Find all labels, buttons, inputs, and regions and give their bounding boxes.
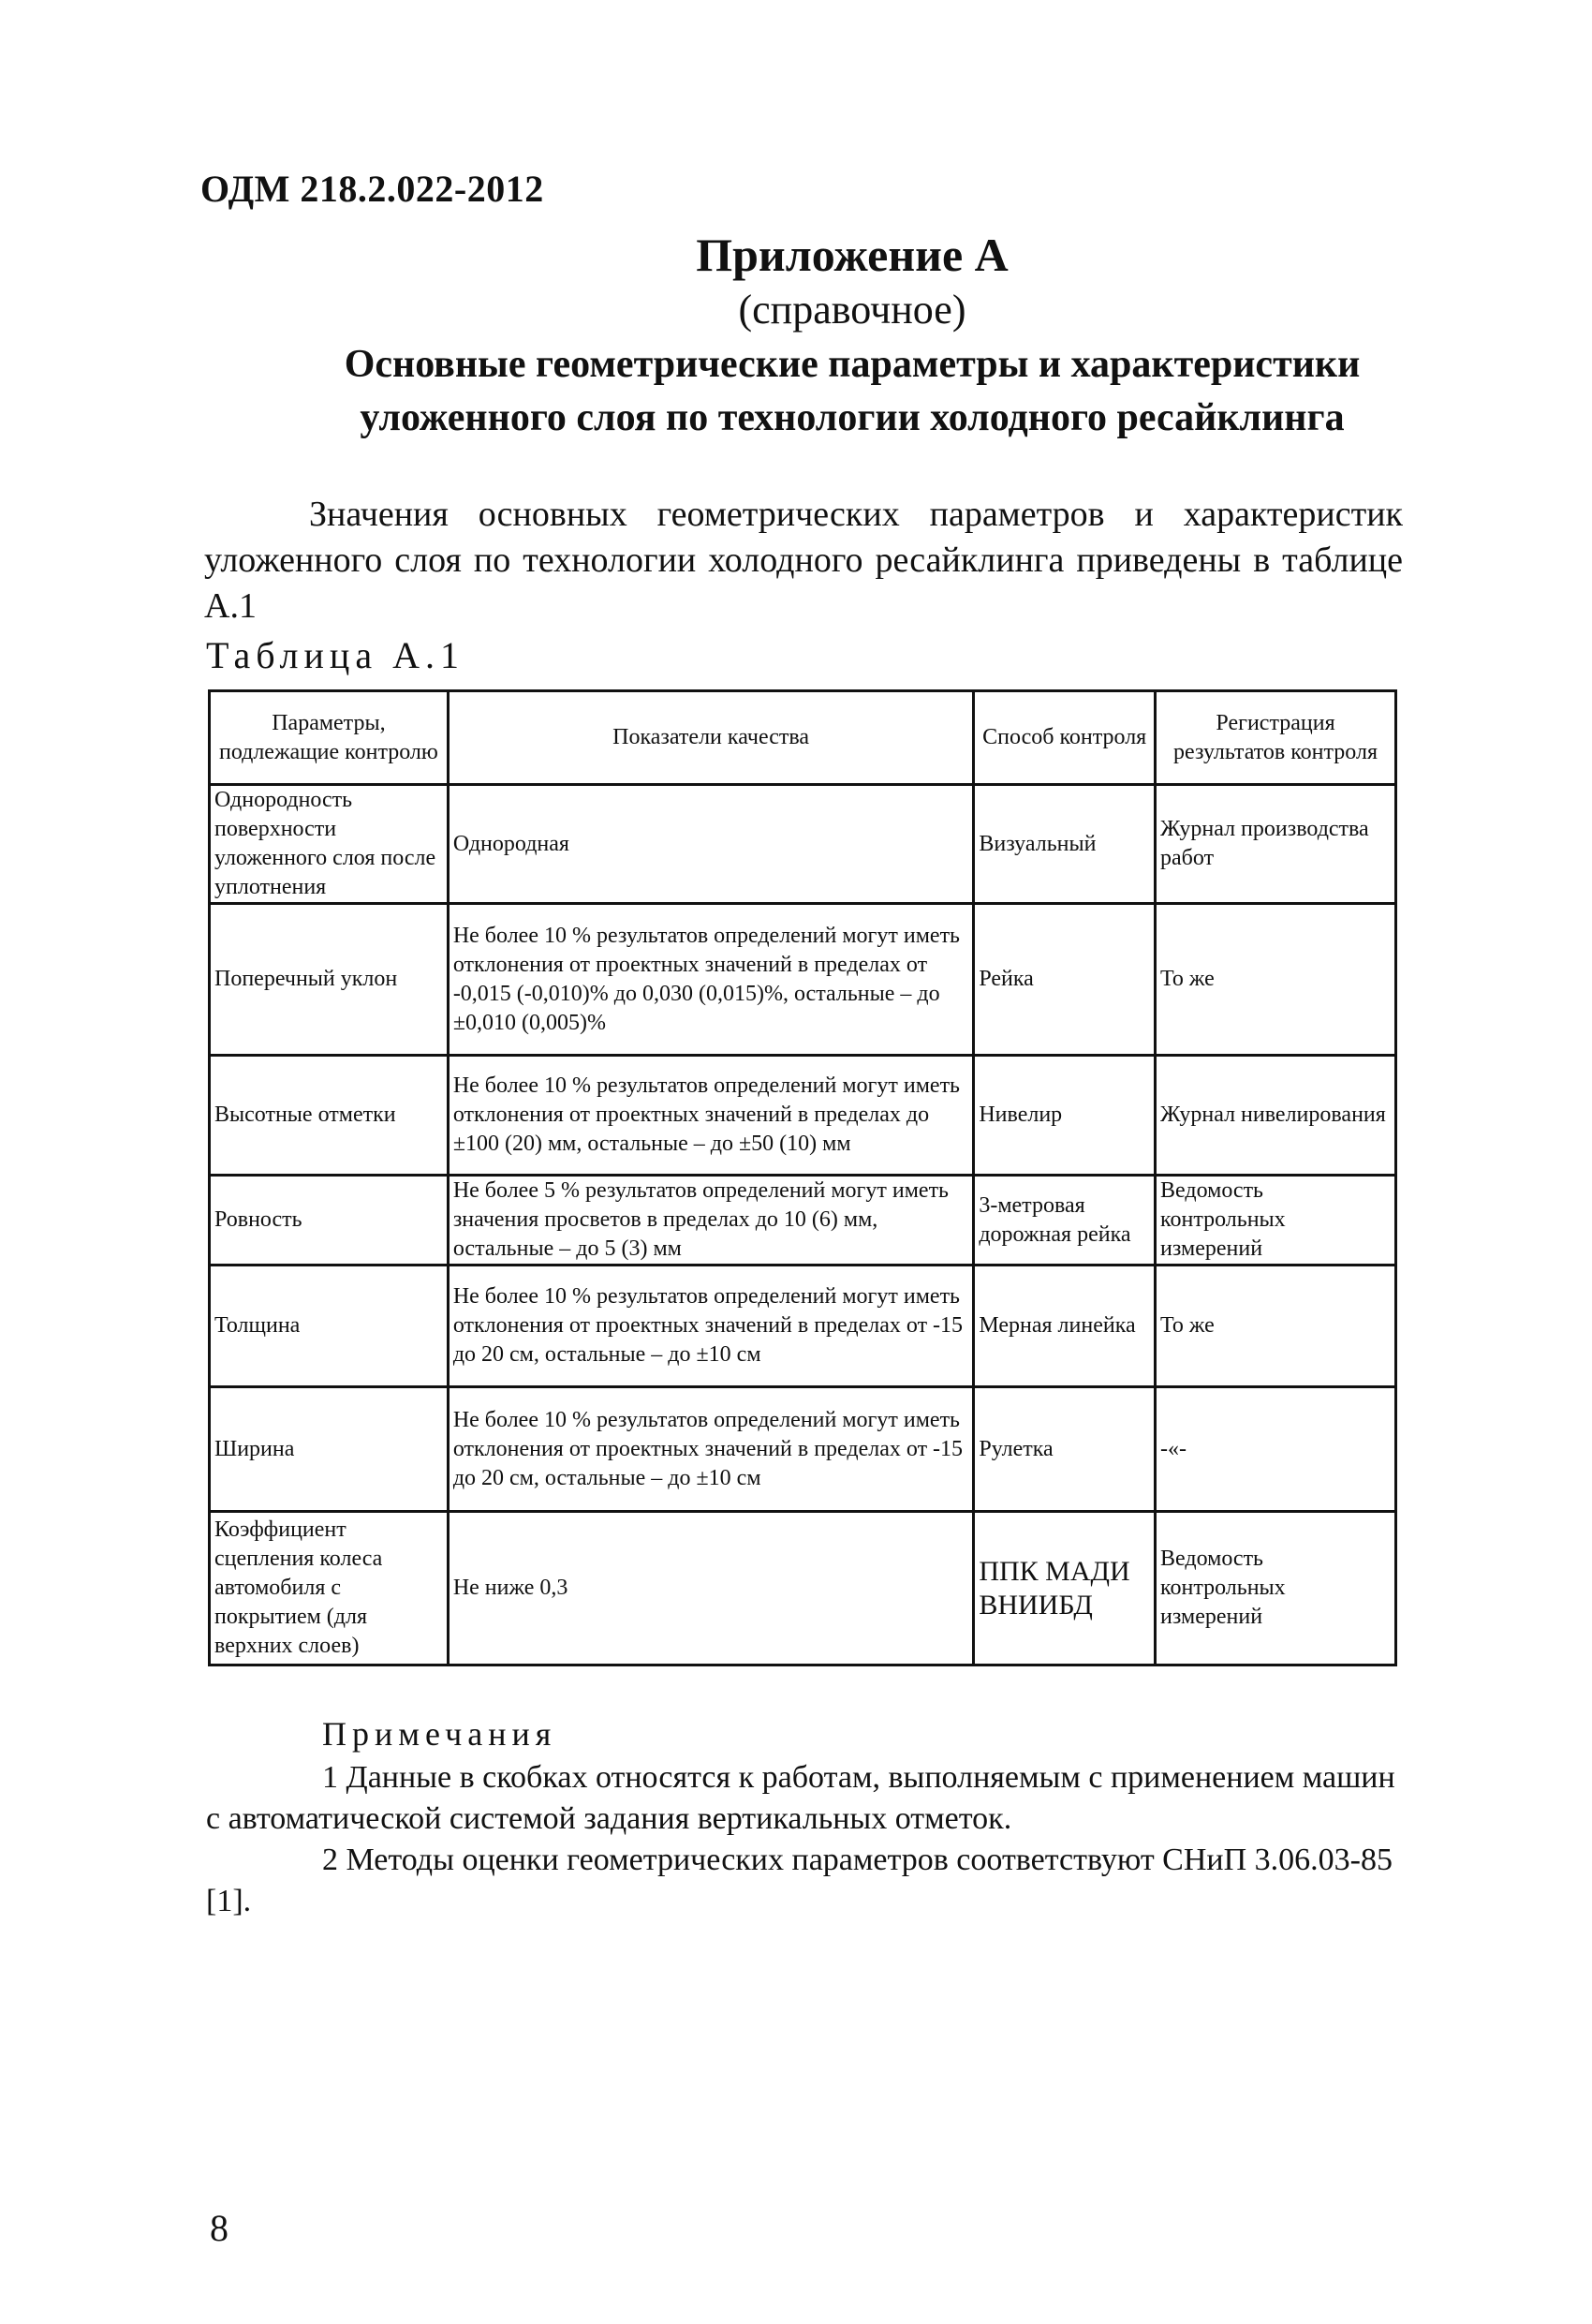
header-parameters: Параметры, подлежащие контролю — [210, 691, 449, 785]
cell-method: Мерная линейка — [974, 1266, 1156, 1387]
intro-paragraph: Значения основных геометрических параметров и характеристик уложенного слоя по технологии холодного ресайклинга приведены в таблице А.1 — [204, 495, 1403, 626]
cell-registration: То же — [1156, 1266, 1396, 1387]
table-row — [210, 1266, 1396, 1387]
table-row — [210, 785, 1396, 904]
cell-parameter: Коэффициент сцепления колеса автомобиля с покрытием (для верхних слоев) — [210, 1512, 449, 1665]
table-row — [210, 1056, 1396, 1176]
cell-parameter: Ровность — [210, 1176, 449, 1266]
cell-quality: Не более 10 % результатов определений могут иметь отклонения от проектных значений в пределах до ±100 (20) мм, остальные – до ±50 (10) мм — [448, 1056, 974, 1176]
page-number: 8 — [210, 2207, 228, 2249]
cell-method: Визуальный — [974, 785, 1156, 904]
cell-registration: То же — [1156, 904, 1396, 1056]
cell-quality: Однородная — [448, 785, 974, 904]
cell-quality: Не более 5 % результатов определений могут иметь значения просветов в пределах до 10 (6) мм, остальные – до 5 (3) мм — [448, 1176, 974, 1266]
cell-registration: Ведомость контрольных измерений — [1156, 1512, 1396, 1665]
appendix-status: (справочное) — [738, 287, 966, 333]
cell-quality: Не ниже 0,3 — [448, 1512, 974, 1665]
cell-method: 3-метровая дорожная рейка — [974, 1176, 1156, 1266]
cell-method: ППК МАДИ ВНИИБД — [974, 1512, 1156, 1665]
cell-method: Рулетка — [974, 1387, 1156, 1512]
appendix-label: Приложение А — [696, 229, 1009, 281]
cell-parameter: Однородность поверхности уложенного слоя после уплотнения — [210, 785, 449, 904]
table-row — [210, 1387, 1396, 1512]
cell-registration: Журнал нивелирования — [1156, 1056, 1396, 1176]
cell-registration: Журнал производства работ — [1156, 785, 1396, 904]
note-2: 2 Методы оценки геометрических параметров соответствуют СНиП 3.06.03-85 [1]. — [206, 1843, 1393, 1918]
cell-method: Рейка — [974, 904, 1156, 1056]
table-row — [210, 1176, 1396, 1266]
table-header-row — [210, 691, 1396, 785]
cell-registration: Ведомость контрольных измерений — [1156, 1176, 1396, 1266]
cell-quality: Не более 10 % результатов определений могут иметь отклонения от проектных значений в пределах от -15 до 20 см, остальные – до ±10 см — [448, 1387, 974, 1512]
cell-quality: Не более 10 % результатов определений могут иметь отклонения от проектных значений в пределах от -15 до 20 см, остальные – до ±10 см — [448, 1266, 974, 1387]
header-registration: Регистрация результатов контроля — [1156, 691, 1396, 785]
note-1: 1 Данные в скобках относятся к работам, выполняемым с применением машин с автоматической системой задания вертикальных отметок. — [206, 1760, 1395, 1836]
cell-parameter: Высотные отметки — [210, 1056, 449, 1176]
appendix-title-line2: уложенного слоя по технологии холодного ресайклинга — [360, 396, 1345, 439]
cell-parameter: Толщина — [210, 1266, 449, 1387]
cell-quality: Не более 10 % результатов определений могут иметь отклонения от проектных значений в пределах от -0,015 (-0,010)% до 0,030 (0,015)%, остальные – до ±0,010 (0,005)% — [448, 904, 974, 1056]
cell-parameter: Поперечный уклон — [210, 904, 449, 1056]
cell-parameter: Ширина — [210, 1387, 449, 1512]
table-row — [210, 904, 1396, 1056]
header-control-method: Способ контроля — [974, 691, 1156, 785]
cell-method: Нивелир — [974, 1056, 1156, 1176]
notes-title: Примечания — [322, 1715, 557, 1753]
cell-registration: -«- — [1156, 1387, 1396, 1512]
table-caption: Таблица А.1 — [206, 634, 464, 676]
quality-table — [208, 689, 1397, 1666]
table-row — [210, 1512, 1396, 1665]
appendix-title-line1: Основные геометрические параметры и характеристики — [344, 343, 1361, 386]
document-code: ОДМ 218.2.022-2012 — [200, 168, 544, 210]
header-quality-indicators: Показатели качества — [448, 691, 974, 785]
